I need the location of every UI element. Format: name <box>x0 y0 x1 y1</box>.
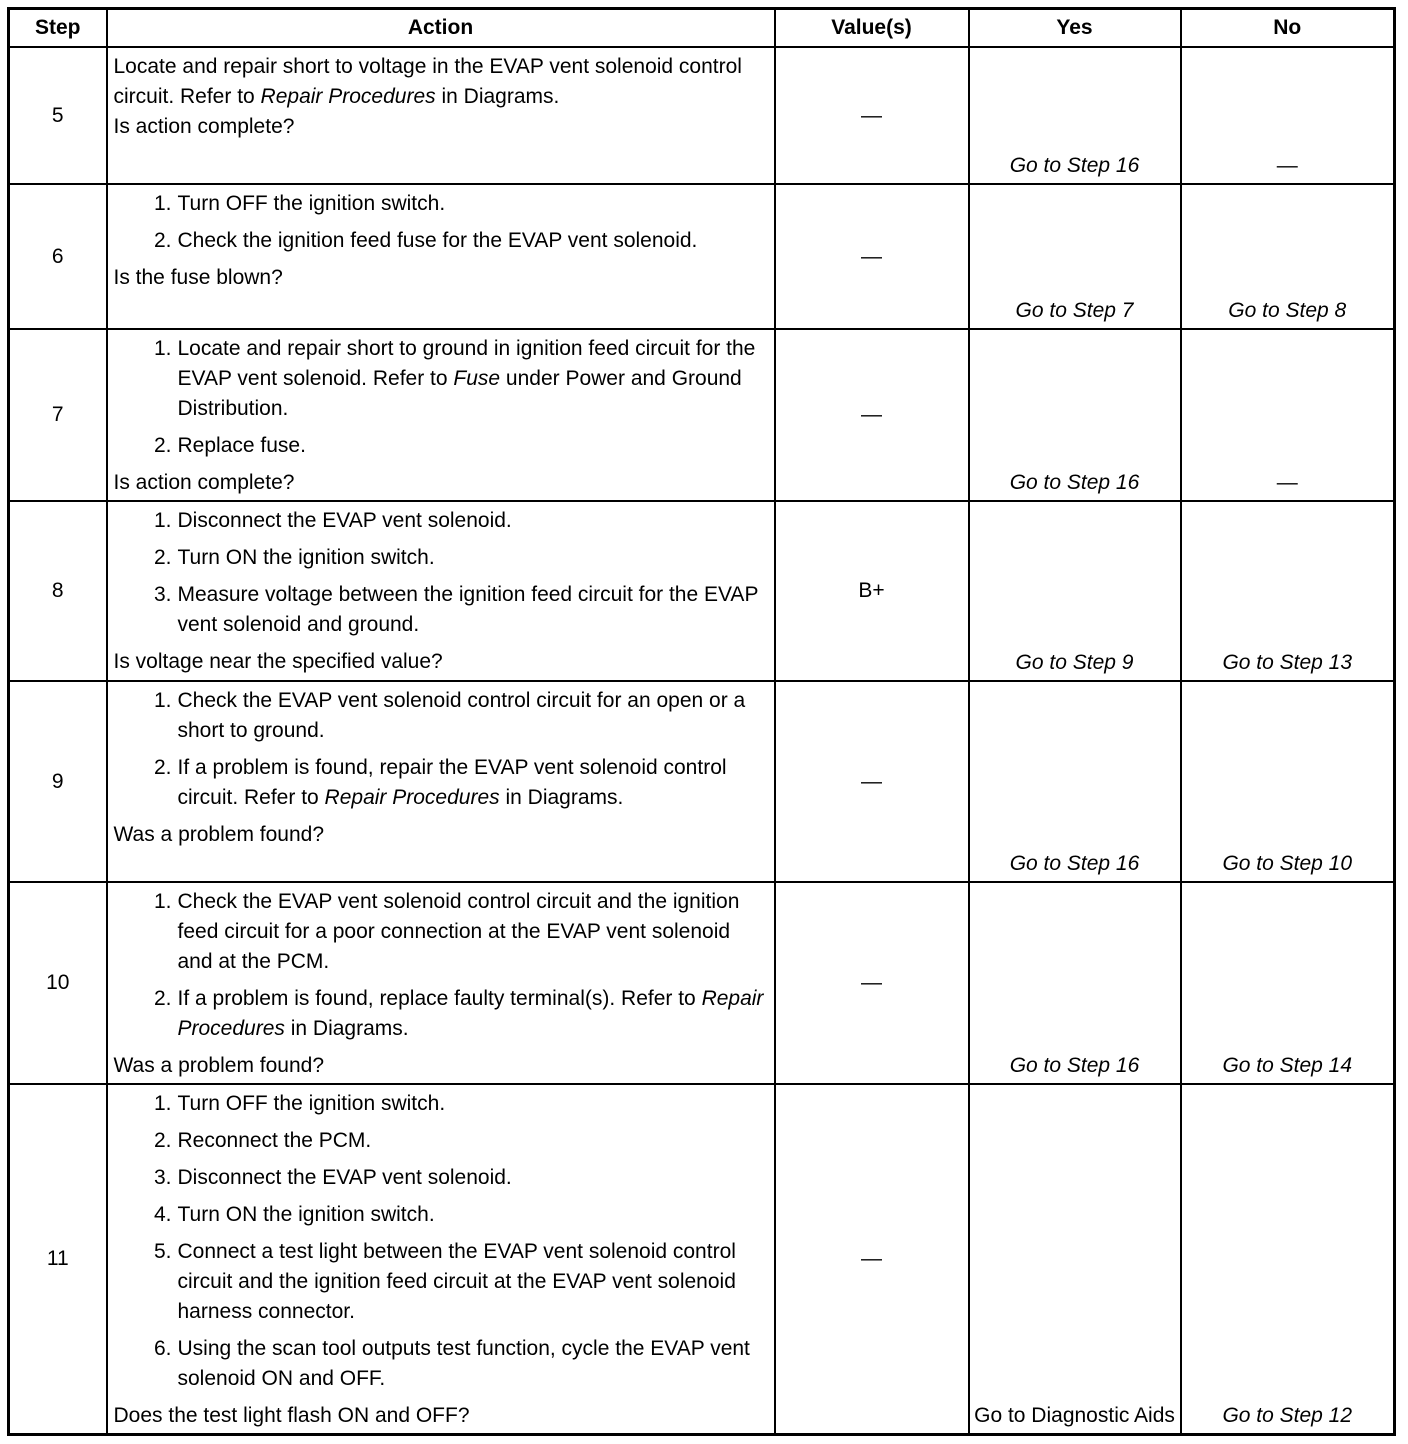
action-steps <box>114 1089 768 1394</box>
action-question: Is action complete? <box>113 471 295 494</box>
action-step-item <box>114 506 768 536</box>
item-number: 2. <box>153 229 172 252</box>
step-number: 9 <box>9 681 107 882</box>
item-text: Turn ON the ignition switch. <box>177 1203 435 1226</box>
action-cell <box>107 329 775 501</box>
action-step-item <box>114 580 768 640</box>
item-number: 3. <box>153 1166 172 1189</box>
action-step-item <box>114 753 768 813</box>
item-number: 6. <box>153 1337 172 1360</box>
no-result: Go to Step 14 <box>1181 882 1395 1084</box>
yes-result: Go to Diagnostic Aids <box>969 1084 1181 1435</box>
item-number: 4. <box>153 1203 172 1226</box>
value-cell: — <box>775 329 969 501</box>
yes-result: Go to Step 16 <box>969 329 1181 501</box>
item-number: 2. <box>153 1129 172 1152</box>
no-result: Go to Step 10 <box>1181 681 1395 882</box>
action-step-item <box>114 1200 768 1230</box>
action-step-item <box>114 226 768 256</box>
header-action: Action <box>107 9 775 48</box>
action-step-item <box>114 1126 768 1156</box>
item-number: 2. <box>153 987 172 1010</box>
item-number: 1. <box>153 1092 172 1115</box>
reference-text: Repair Procedures <box>260 85 436 108</box>
action-step-item <box>114 1334 768 1394</box>
item-number: 2. <box>153 756 172 779</box>
value-cell: B+ <box>775 501 969 681</box>
header-step: Step <box>9 9 107 48</box>
value-cell: — <box>775 1084 969 1435</box>
action-paragraph <box>114 52 768 112</box>
table-row-step-8 <box>9 501 1395 681</box>
value-cell: — <box>775 47 969 184</box>
action-question: Is the fuse blown? <box>113 266 283 289</box>
table-row-step-7 <box>9 329 1395 501</box>
action-step-item <box>114 334 768 424</box>
action-step-item <box>114 686 768 746</box>
action-steps <box>114 887 768 1044</box>
action-cell <box>107 184 775 329</box>
yes-result: Go to Step 9 <box>969 501 1181 681</box>
action-question: Is action complete? <box>113 115 295 138</box>
item-number: 5. <box>153 1240 172 1263</box>
item-text: Measure voltage between the ignition feed circuit for the EVAP vent solenoid and ground. <box>177 583 759 636</box>
item-number: 1. <box>153 890 172 913</box>
table-row-step-6 <box>9 184 1395 329</box>
yes-result: Go to Step 7 <box>969 184 1181 329</box>
reference-text: Repair Procedures <box>177 987 764 1040</box>
item-text: Connect a test light between the EVAP vent solenoid control circuit and the ignition feed circuit at the EVAP vent solenoid harness connector. <box>177 1240 736 1323</box>
item-number: 2. <box>153 546 172 569</box>
item-text: Reconnect the PCM. <box>177 1129 372 1152</box>
item-number: 1. <box>153 192 172 215</box>
step-number: 7 <box>9 329 107 501</box>
value-cell: — <box>775 882 969 1084</box>
item-text: Disconnect the EVAP vent solenoid. <box>177 1166 512 1189</box>
action-step-item <box>114 431 768 461</box>
action-text: in Diagrams. <box>435 85 560 108</box>
action-cell <box>107 681 775 882</box>
item-text: Check the EVAP vent solenoid control circuit for an open or a short to ground. <box>177 689 746 742</box>
step-number: 8 <box>9 501 107 681</box>
no-result: Go to Step 13 <box>1181 501 1395 681</box>
action-step-item <box>114 189 768 219</box>
step-number: 6 <box>9 184 107 329</box>
diagnostic-table-sheet <box>7 7 1396 1436</box>
diagnostic-table <box>7 7 1396 1436</box>
value-cell: — <box>775 681 969 882</box>
no-result: Go to Step 12 <box>1181 1084 1395 1435</box>
step-number: 5 <box>9 47 107 184</box>
action-cell <box>107 501 775 681</box>
action-cell <box>107 882 775 1084</box>
yes-result: Go to Step 16 <box>969 47 1181 184</box>
action-steps <box>114 189 768 256</box>
action-steps <box>114 334 768 461</box>
item-text: Check the EVAP vent solenoid control circuit and the ignition feed circuit for a poor connection at the EVAP vent solenoid and at the PCM. <box>177 890 740 973</box>
action-cell <box>107 47 775 184</box>
item-number: 3. <box>153 583 172 606</box>
item-text: Replace fuse. <box>177 434 306 457</box>
reference-text: Fuse <box>453 367 501 390</box>
yes-result: Go to Step 16 <box>969 882 1181 1084</box>
item-text: Locate and repair short to ground in ignition feed circuit for the EVAP vent solenoid. Refer to <box>177 337 756 390</box>
action-question: Was a problem found? <box>113 1054 325 1077</box>
item-number: 1. <box>153 689 172 712</box>
table-row-step-11 <box>9 1084 1395 1435</box>
item-text: in Diagrams. <box>499 786 624 809</box>
header-yes: Yes <box>969 9 1181 48</box>
action-steps <box>114 506 768 640</box>
action-step-item <box>114 543 768 573</box>
value-cell: — <box>775 184 969 329</box>
action-step-item <box>114 1163 768 1193</box>
action-step-item <box>114 1237 768 1327</box>
item-number: 2. <box>153 434 172 457</box>
item-text: Using the scan tool outputs test function, cycle the EVAP vent solenoid ON and OFF. <box>177 1337 750 1390</box>
item-number: 1. <box>153 337 172 360</box>
action-text: Locate and repair short to voltage in the EVAP vent solenoid control circuit. Refer to <box>113 55 742 108</box>
header-values: Value(s) <box>775 9 969 48</box>
no-result: — <box>1181 329 1395 501</box>
yes-result: Go to Step 16 <box>969 681 1181 882</box>
no-result: Go to Step 8 <box>1181 184 1395 329</box>
item-number: 1. <box>153 509 172 532</box>
action-step-item <box>114 1089 768 1119</box>
reference-text: Repair Procedures <box>324 786 500 809</box>
header-row <box>9 9 1395 48</box>
item-text: in Diagrams. <box>284 1017 409 1040</box>
table-row-step-10 <box>9 882 1395 1084</box>
item-text: Disconnect the EVAP vent solenoid. <box>177 509 512 532</box>
item-text: Turn OFF the ignition switch. <box>177 192 446 215</box>
item-text: If a problem is found, replace faulty terminal(s). Refer to <box>177 987 702 1010</box>
action-question: Does the test light flash ON and OFF? <box>113 1404 470 1427</box>
action-steps <box>114 686 768 813</box>
header-no: No <box>1181 9 1395 48</box>
action-step-item <box>114 984 768 1044</box>
item-text: Turn OFF the ignition switch. <box>177 1092 446 1115</box>
action-question: Is voltage near the specified value? <box>113 650 443 673</box>
item-text: Check the ignition feed fuse for the EVAP vent solenoid. <box>177 229 698 252</box>
table-row-step-9 <box>9 681 1395 882</box>
no-result: — <box>1181 47 1395 184</box>
table-row-step-5 <box>9 47 1395 184</box>
item-text: If a problem is found, repair the EVAP vent solenoid control circuit. Refer to <box>177 756 727 809</box>
action-step-item <box>114 887 768 977</box>
item-text: under Power and Ground Distribution. <box>177 367 742 420</box>
action-question: Was a problem found? <box>113 823 325 846</box>
item-text: Turn ON the ignition switch. <box>177 546 435 569</box>
step-number: 10 <box>9 882 107 1084</box>
step-number: 11 <box>9 1084 107 1435</box>
action-cell <box>107 1084 775 1435</box>
